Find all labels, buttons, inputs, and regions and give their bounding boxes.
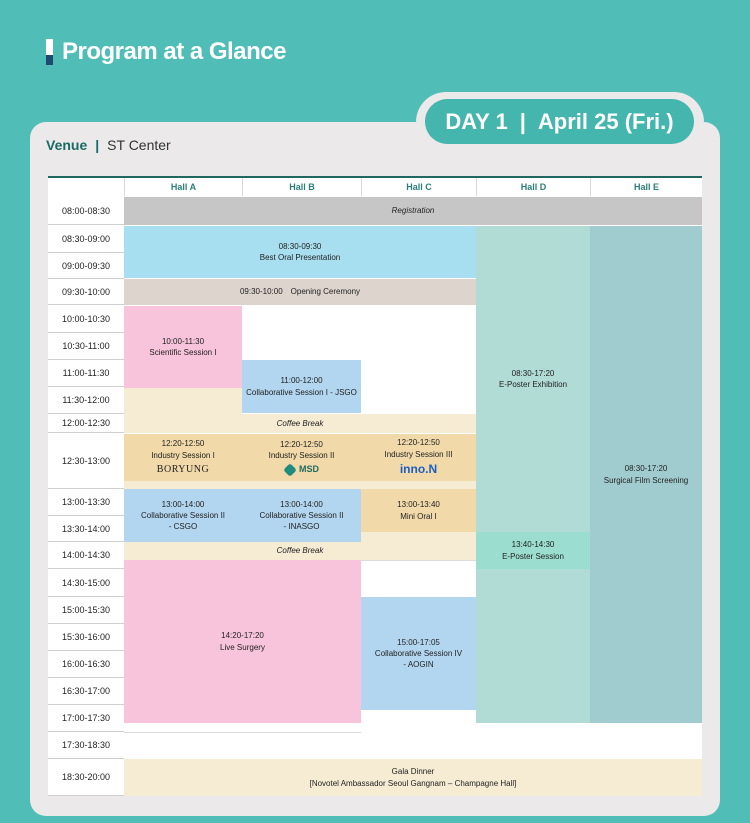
day-date: April 25 (Fri.) xyxy=(537,108,674,134)
surgical-film-title: Surgical Film Screening xyxy=(603,475,689,485)
time-slot-label: 14:30-15:00 xyxy=(48,569,124,597)
best-oral-title: Best Oral Presentation xyxy=(259,253,341,262)
time-slot-label: 13:30-14:00 xyxy=(48,516,124,542)
industry-2-title: Industry Session II xyxy=(268,451,335,461)
industry-session-2-block xyxy=(242,434,361,481)
grid-line xyxy=(124,732,361,733)
collab-4-title: Collaborative Session IV xyxy=(374,648,463,658)
lunch-gap-fill xyxy=(124,481,476,489)
day-label: DAY 1 xyxy=(445,108,508,134)
collab-session-2-inasgo-block xyxy=(242,489,361,542)
scientific-session-1-block xyxy=(124,306,242,388)
time-slot-label: 15:30-16:00 xyxy=(48,624,124,651)
boryung-logo: BORYUNG xyxy=(156,463,210,475)
time-slot-label: 09:30-10:00 xyxy=(48,279,124,305)
best-oral-time: 08:30-09:30 xyxy=(278,241,322,251)
venue-line xyxy=(46,137,171,153)
live-surgery-title: Live Surgery xyxy=(220,642,265,652)
time-slot-label: 11:00-11:30 xyxy=(48,360,124,387)
industry-1-title: Industry Session I xyxy=(151,450,215,460)
eposter-session-block xyxy=(476,532,590,569)
grid-line xyxy=(361,560,476,561)
hall-a-header: Hall A xyxy=(124,178,242,196)
scientific-1-time: 10:00-11:30 xyxy=(161,336,205,346)
mini-oral-1-block xyxy=(361,489,476,532)
time-slot-label: 13:00-13:30 xyxy=(48,489,124,516)
hall-c-break-fill xyxy=(361,532,476,542)
time-slot-label: 15:00-15:30 xyxy=(48,597,124,624)
mini-oral-1-time: 13:00-13:40 xyxy=(397,500,440,510)
page-title xyxy=(46,38,286,66)
collab-2a-title: Collaborative Session II xyxy=(140,510,226,520)
coffee-break-2-block xyxy=(124,542,476,560)
eposter-exh-title: E-Poster Exhibition xyxy=(498,380,568,389)
coffee-break-2-title: Coffee Break xyxy=(276,546,324,556)
hall-c-header: Hall C xyxy=(361,178,476,196)
schedule-grid xyxy=(48,176,702,796)
venue-label: Venue xyxy=(46,137,88,153)
industry-session-3-block xyxy=(361,434,476,481)
coffee-break-1-title: Coffee Break xyxy=(276,418,324,428)
surgical-film-block xyxy=(590,226,702,723)
time-slot-label: 10:30-11:00 xyxy=(48,333,124,360)
collab-session-4-block xyxy=(361,597,476,710)
time-slot-label: 18:30-20:00 xyxy=(48,759,124,796)
time-slot-label: 08:30-09:00 xyxy=(48,226,124,253)
time-slot-label: 17:00-17:30 xyxy=(48,705,124,732)
title-accent-bar xyxy=(46,39,53,65)
opening-ceremony-block xyxy=(124,279,476,305)
time-slot-label: 11:30-12:00 xyxy=(48,387,124,414)
ceremony-time: 09:30-10:00 xyxy=(239,287,283,297)
live-surgery-time: 14:20-17:20 xyxy=(221,631,264,641)
day-badge xyxy=(425,99,694,144)
msd-icon xyxy=(283,463,297,477)
hall-e-header: Hall E xyxy=(590,178,702,196)
best-oral-block xyxy=(124,226,476,278)
registration-title: Registration xyxy=(391,206,435,216)
time-slot-label: 17:30-18:30 xyxy=(48,732,124,759)
industry-3-title: Industry Session III xyxy=(384,449,453,459)
gala-title: Gala Dinner xyxy=(391,767,435,777)
gala-subtitle: [Novotel Ambassador Seoul Gangnam – Champagne Hall] xyxy=(309,778,517,788)
industry-2-time: 12:20-12:50 xyxy=(280,440,323,450)
time-slot-label: 09:00-09:30 xyxy=(48,253,124,279)
registration-block xyxy=(124,197,702,225)
eposter-sess-time: 13:40-14:30 xyxy=(511,540,555,550)
msd-logo xyxy=(284,463,319,476)
time-column-header xyxy=(48,178,124,196)
time-slot-label: 16:30-17:00 xyxy=(48,678,124,705)
venue-value: ST Center xyxy=(107,137,171,153)
collab-1-title: Collaborative Session I - JSGO xyxy=(246,387,357,397)
collab-2b-subtitle: - INASGO xyxy=(283,522,320,532)
ceremony-title: Opening Ceremony xyxy=(290,287,361,297)
innon-logo: inno.N xyxy=(399,461,438,476)
coffee-break-1-block xyxy=(124,414,476,433)
collab-2a-time: 13:00-14:00 xyxy=(161,499,205,509)
collab-session-1-block xyxy=(242,360,361,413)
time-slot-label: 14:00-14:30 xyxy=(48,542,124,569)
collab-1-time: 11:00-12:00 xyxy=(280,376,323,386)
eposter-sess-title: E-Poster Session xyxy=(502,551,564,561)
time-slot-label: 12:00-12:30 xyxy=(48,414,124,433)
day-separator: | xyxy=(519,108,526,134)
hall-b-header: Hall B xyxy=(242,178,361,196)
hall-a-break-fill xyxy=(124,388,242,414)
collab-session-2-csgo-block xyxy=(124,489,242,542)
mini-oral-1-title: Mini Oral I xyxy=(400,511,437,521)
venue-separator: | xyxy=(95,137,100,153)
time-slot-label: 12:30-13:00 xyxy=(48,434,124,489)
time-slot-label: 08:00-08:30 xyxy=(48,197,124,225)
surgical-film-time: 08:30-17:20 xyxy=(624,464,668,474)
collab-2a-subtitle: - CSGO xyxy=(168,522,198,532)
collab-2b-time: 13:00-14:00 xyxy=(280,499,323,509)
live-surgery-block xyxy=(124,560,361,723)
time-slot-label: 16:00-16:30 xyxy=(48,651,124,678)
industry-1-time: 12:20-12:50 xyxy=(161,439,205,449)
collab-4-time: 15:00-17:05 xyxy=(397,637,440,647)
time-slot-label: 10:00-10:30 xyxy=(48,306,124,333)
gala-dinner-block xyxy=(124,759,702,796)
collab-4-subtitle: - AOGIN xyxy=(403,660,434,670)
msd-logo-text: MSD xyxy=(299,464,319,475)
industry-3-time: 12:20-12:50 xyxy=(397,438,440,448)
page-title-text: Program at a Glance xyxy=(62,38,286,65)
hall-d-header: Hall D xyxy=(476,178,590,196)
scientific-1-title: Scientific Session I xyxy=(149,348,217,357)
eposter-exh-time: 08:30-17:20 xyxy=(511,368,555,378)
industry-session-1-block xyxy=(124,434,242,481)
collab-2b-title: Collaborative Session II xyxy=(259,510,344,520)
eposter-exhibition-block xyxy=(476,226,590,532)
eposter-exhibition-continued xyxy=(476,569,590,723)
